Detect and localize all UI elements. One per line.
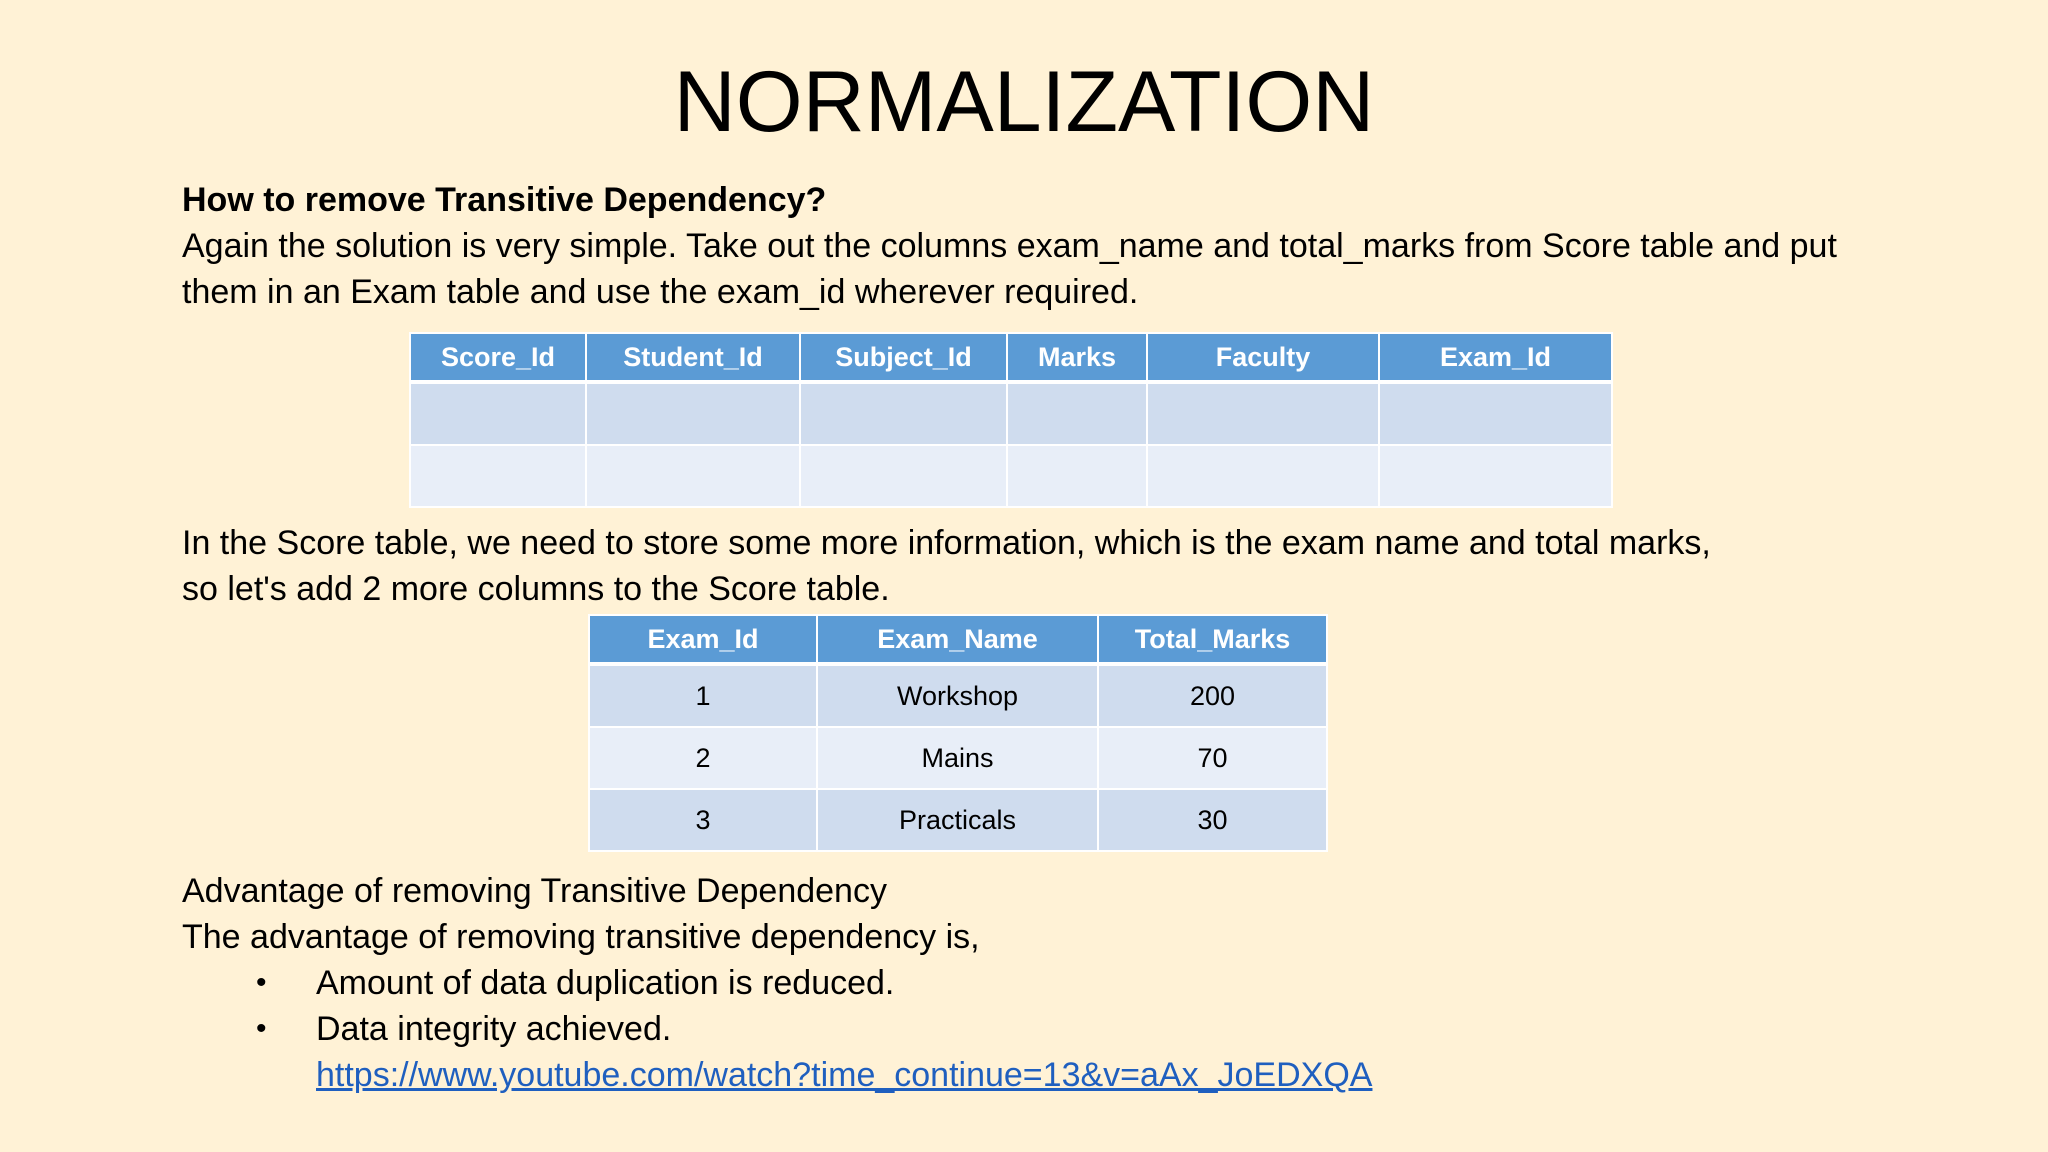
list-item-text: Data integrity achieved. <box>316 1010 672 1048</box>
youtube-link[interactable]: https://www.youtube.com/watch?time_continue=13&v=aAx_JoEDXQA <box>316 1056 1373 1094</box>
middle-line-1: In the Score table, we need to store some more information, which is the exam name and total marks, <box>182 524 1711 562</box>
table-cell: Mains <box>817 727 1098 789</box>
score-table-header: Score_Id <box>410 333 586 382</box>
advantage-intro: The advantage of removing transitive dependency is, <box>182 918 980 956</box>
exam-table-header-row <box>589 615 1327 664</box>
score-table <box>409 332 1613 508</box>
bullet-icon: • <box>256 966 267 999</box>
score-table-header: Subject_Id <box>800 333 1007 382</box>
table-cell <box>1147 445 1379 507</box>
list-item-text: Amount of data duplication is reduced. <box>316 964 895 1002</box>
table-cell <box>1147 382 1379 445</box>
table-row <box>410 382 1612 445</box>
middle-line-2: so let's add 2 more columns to the Score table. <box>182 570 890 608</box>
score-table-header: Marks <box>1007 333 1147 382</box>
table-cell: 2 <box>589 727 817 789</box>
table-cell <box>800 382 1007 445</box>
exam-table-header: Total_Marks <box>1098 615 1327 664</box>
table-row <box>410 445 1612 507</box>
table-cell: Workshop <box>817 664 1098 727</box>
table-cell: Practicals <box>817 789 1098 851</box>
intro-line-2: them in an Exam table and use the exam_id wherever required. <box>182 273 1139 311</box>
table-cell <box>1379 382 1612 445</box>
score-table-header: Exam_Id <box>1379 333 1612 382</box>
table-cell: 30 <box>1098 789 1327 851</box>
table-cell: 1 <box>589 664 817 727</box>
exam-table-header: Exam_Name <box>817 615 1098 664</box>
table-cell <box>586 382 800 445</box>
table-row <box>589 789 1327 851</box>
score-table-header-row <box>410 333 1612 382</box>
advantage-heading: Advantage of removing Transitive Dependency <box>182 872 887 910</box>
section-heading: How to remove Transitive Dependency? <box>182 181 827 219</box>
intro-line-1: Again the solution is very simple. Take out the columns exam_name and total_marks from Score table and put <box>182 227 1837 265</box>
table-cell <box>410 445 586 507</box>
advantage-bullet-list <box>256 960 894 1052</box>
table-row <box>589 664 1327 727</box>
table-cell <box>800 445 1007 507</box>
list-item <box>256 960 894 1006</box>
slide-title: NORMALIZATION <box>673 54 1375 150</box>
table-cell: 70 <box>1098 727 1327 789</box>
table-cell <box>1007 445 1147 507</box>
table-cell: 200 <box>1098 664 1327 727</box>
table-cell <box>410 382 586 445</box>
bullet-icon: • <box>256 1012 267 1045</box>
table-cell <box>1379 445 1612 507</box>
score-table-header: Faculty <box>1147 333 1379 382</box>
table-row <box>589 727 1327 789</box>
exam-table-header: Exam_Id <box>589 615 817 664</box>
table-cell: 3 <box>589 789 817 851</box>
table-cell <box>586 445 800 507</box>
score-table-header: Student_Id <box>586 333 800 382</box>
table-cell <box>1007 382 1147 445</box>
list-item <box>256 1006 894 1052</box>
exam-table <box>588 614 1328 852</box>
